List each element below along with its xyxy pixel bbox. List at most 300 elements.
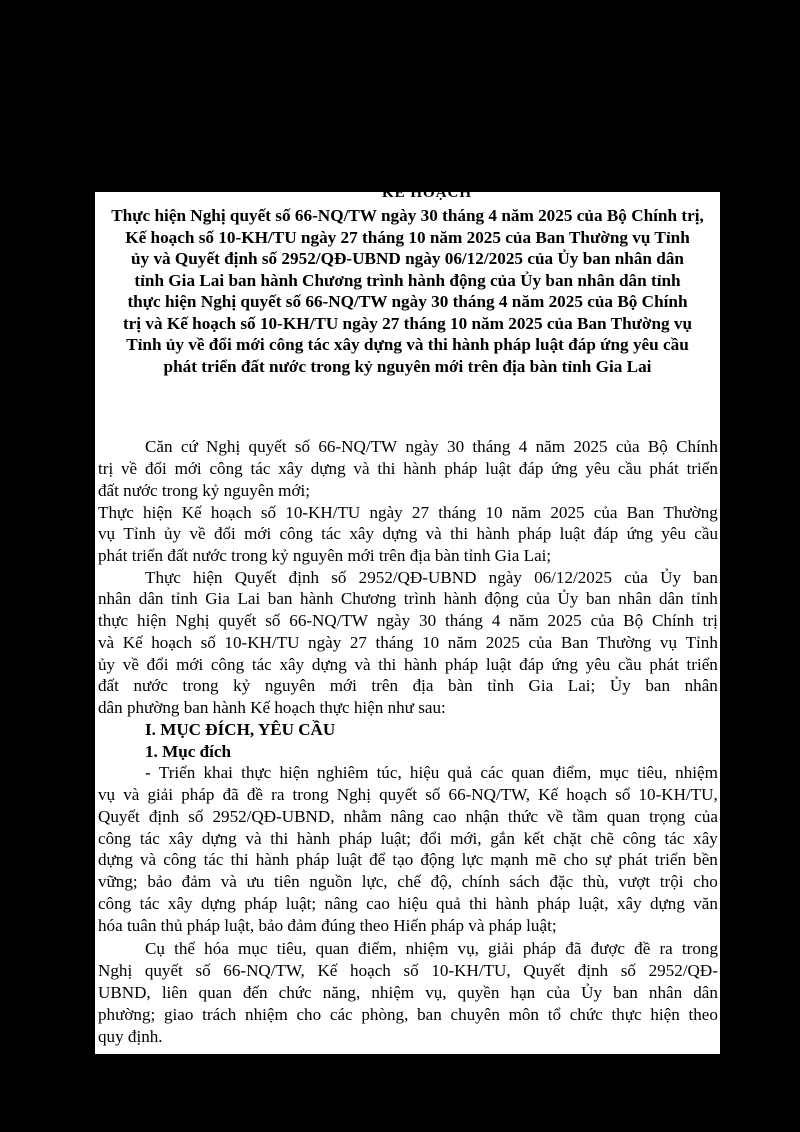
- word: môn: [508, 1005, 539, 1024]
- word: ngày: [376, 611, 411, 630]
- word: năm: [535, 437, 566, 456]
- word: đổi: [213, 524, 236, 543]
- word: mới: [329, 676, 357, 695]
- word: thể: [174, 939, 195, 958]
- word: đất: [98, 676, 119, 695]
- word: số: [195, 961, 211, 980]
- word: 2952/QĐ-: [648, 961, 718, 980]
- word: đổi: [146, 655, 169, 674]
- word: cho: [693, 872, 718, 891]
- word: hiện: [650, 1005, 680, 1024]
- word: tỉnh: [171, 589, 198, 608]
- word: nguồn: [309, 872, 353, 891]
- word: 10-KH/TU,: [638, 785, 718, 804]
- word: hành: [495, 894, 529, 913]
- word: tầm: [572, 807, 598, 826]
- word: ngày: [488, 568, 522, 587]
- word: pháp: [444, 655, 479, 674]
- word: thực: [98, 611, 129, 630]
- word: phòng,: [361, 1005, 409, 1024]
- word: tháng: [444, 611, 483, 630]
- word: giao: [163, 1005, 194, 1024]
- word: dựng: [200, 894, 236, 913]
- word: kết: [523, 829, 545, 848]
- word: Ủy: [609, 676, 631, 695]
- word: quyết: [218, 611, 257, 630]
- word: Ban: [560, 633, 589, 652]
- word: ứng: [626, 524, 653, 543]
- word: và: [98, 633, 115, 652]
- word: Ủy: [557, 589, 579, 608]
- word: hành: [255, 850, 289, 869]
- word: cầu: [617, 655, 642, 674]
- word: của: [590, 611, 615, 630]
- word: mới,: [450, 829, 482, 848]
- word: ban: [585, 589, 611, 608]
- word: hành: [296, 829, 331, 848]
- word: nhân: [618, 589, 652, 608]
- word: Gia: [528, 676, 554, 695]
- word: quyết: [248, 437, 287, 456]
- word: trình: [403, 589, 437, 608]
- word: nhận: [465, 807, 499, 826]
- word: luật: [559, 524, 586, 543]
- word: Quyết: [523, 961, 566, 980]
- word: điểm,: [358, 939, 397, 958]
- word: pháp: [296, 850, 330, 869]
- word: hành: [300, 589, 334, 608]
- word: đáp: [518, 459, 544, 478]
- word: dựng: [311, 655, 347, 674]
- document-page: [95, 185, 720, 1054]
- word: trị: [702, 611, 718, 630]
- word: nhiệm: [371, 983, 415, 1002]
- word: ban: [267, 589, 293, 608]
- word: tạo: [392, 850, 414, 869]
- word: 2025: [485, 633, 520, 652]
- word: ban: [417, 1005, 442, 1024]
- word: thực: [241, 763, 272, 782]
- word: gắn: [490, 829, 515, 848]
- word: hiện: [279, 763, 309, 782]
- word: chế: [397, 872, 421, 891]
- word: thi: [377, 459, 396, 478]
- word: mục: [599, 763, 629, 782]
- word: ủy: [164, 524, 182, 543]
- word: ra: [659, 939, 673, 958]
- section-heading: I. MỤC ĐÍCH, YÊU CẦU: [145, 720, 336, 739]
- title-line: Tỉnh ủy về đổi mới công tác xây dựng và thi hành pháp luật đáp ứng yêu cầu: [126, 335, 689, 354]
- word: ứng: [551, 655, 578, 674]
- word: luật;: [380, 829, 412, 848]
- body-line: [98, 938, 718, 959]
- word: độ,: [430, 872, 452, 891]
- word: đáp: [519, 655, 544, 674]
- word: 10-KH/TU: [224, 633, 300, 652]
- word: Nghị: [206, 437, 241, 456]
- word: hành: [443, 589, 477, 608]
- word: trị: [98, 459, 114, 478]
- word: dân: [138, 589, 164, 608]
- word: các: [480, 763, 504, 782]
- word: Kế: [181, 503, 202, 522]
- word: ứng: [551, 459, 578, 478]
- word: hóa: [204, 939, 229, 958]
- word: xây: [278, 459, 303, 478]
- word: ngày: [308, 633, 342, 652]
- word: luật: [485, 655, 512, 674]
- word: hoạch: [210, 503, 252, 522]
- word: liên: [161, 983, 188, 1002]
- word: pháp: [244, 894, 278, 913]
- word: chính: [461, 872, 500, 891]
- word: chẽ: [590, 829, 614, 848]
- word: 2025: [573, 437, 608, 456]
- word: mục: [238, 939, 268, 958]
- word: hạn: [510, 983, 536, 1002]
- word: 30: [419, 611, 437, 630]
- word: ưu: [246, 872, 265, 891]
- word: năm: [447, 633, 478, 652]
- body-line: hóa tuân thủ pháp luật, bảo đảm đúng theo Hiến pháp và pháp luật;: [98, 916, 557, 935]
- word: công: [279, 524, 313, 543]
- word: đề: [634, 939, 651, 958]
- word: 10-KH/TU,: [431, 961, 511, 980]
- word: 2025: [550, 503, 585, 522]
- word: động: [484, 589, 519, 608]
- word: cứ: [180, 437, 198, 456]
- word: Kế: [122, 633, 143, 652]
- body-line: dân phường ban hành Kế hoạch thực hiện như sau:: [98, 698, 446, 717]
- word: số: [425, 785, 441, 804]
- word: quyết: [144, 961, 183, 980]
- word: của: [624, 568, 648, 587]
- word: công: [163, 850, 197, 869]
- word: hoạch: [350, 961, 391, 980]
- word: công: [98, 829, 132, 848]
- word: hành: [476, 524, 510, 543]
- word: phát: [649, 655, 679, 674]
- word: trên: [371, 676, 398, 695]
- body-line: [98, 588, 718, 609]
- word: luật,: [578, 894, 609, 913]
- cut-off-heading: [357, 185, 497, 201]
- word: thi: [378, 655, 397, 674]
- word: hiện: [193, 568, 223, 587]
- word: tỉnh: [487, 676, 514, 695]
- word: tác: [664, 829, 685, 848]
- word: các: [329, 1005, 353, 1024]
- word: số: [265, 611, 281, 630]
- word: mới: [174, 459, 202, 478]
- word: dựng: [201, 829, 237, 848]
- word: hiệu: [398, 894, 428, 913]
- word: ngày: [405, 437, 439, 456]
- word: ban: [693, 568, 718, 587]
- word: đã: [565, 939, 582, 958]
- word: định: [577, 961, 609, 980]
- word: luật;: [285, 894, 317, 913]
- word: quan: [606, 807, 641, 826]
- word: 4: [491, 611, 501, 630]
- word: của: [694, 807, 718, 826]
- word: số: [188, 807, 204, 826]
- word: tác: [139, 829, 160, 848]
- word: trách: [202, 1005, 237, 1024]
- word: xây: [168, 829, 194, 848]
- word: quan: [198, 983, 232, 1002]
- word: 06/12/2025: [534, 568, 612, 587]
- word: cao: [432, 807, 457, 826]
- cut-off-heading-text: KẾ HOẠCH: [381, 185, 473, 201]
- word: về: [189, 524, 206, 543]
- word: nhiệm: [675, 763, 718, 782]
- word: nhân: [648, 983, 683, 1002]
- word: Nghị: [175, 611, 210, 630]
- word: vụ,: [457, 939, 479, 958]
- word: Cụ: [145, 939, 165, 958]
- word: 66-NQ/TW: [289, 611, 369, 630]
- word: của: [526, 589, 550, 608]
- word: tiên: [274, 872, 300, 891]
- word: đã: [222, 785, 239, 804]
- word: và: [123, 785, 140, 804]
- word: pháp: [522, 939, 557, 958]
- word: triển: [654, 850, 687, 869]
- word: và: [140, 850, 157, 869]
- word: nước: [133, 676, 168, 695]
- word: và: [220, 872, 237, 891]
- body-line: [98, 960, 718, 981]
- word: mạnh: [490, 850, 529, 869]
- word: điểm,: [552, 763, 592, 782]
- word: quyết: [379, 785, 418, 804]
- word: vụ: [659, 633, 678, 652]
- body-line: [98, 458, 718, 479]
- word: Chính: [651, 611, 694, 630]
- word: luật: [336, 850, 363, 869]
- word: triển: [686, 459, 718, 478]
- word: trong: [681, 939, 718, 958]
- word: để: [369, 850, 386, 869]
- word: quả: [447, 763, 473, 782]
- word: hành: [403, 459, 437, 478]
- word: thực: [611, 1005, 642, 1024]
- word: tác: [203, 850, 224, 869]
- body-line: [98, 871, 718, 892]
- word: đổi: [419, 829, 442, 848]
- body-line: quy định.: [98, 1027, 163, 1046]
- word: đến: [242, 983, 268, 1002]
- word: tháng: [375, 633, 414, 652]
- body-line: [98, 675, 718, 696]
- word: Kế: [538, 785, 559, 804]
- word: hiệu: [409, 763, 440, 782]
- word: -: [145, 763, 151, 782]
- word: xây: [167, 894, 193, 913]
- word: động: [420, 850, 455, 869]
- body-line: [98, 654, 718, 675]
- word: của: [593, 503, 618, 522]
- word: tác: [139, 894, 160, 913]
- word: số: [331, 568, 347, 587]
- word: quan: [315, 939, 349, 958]
- document-title: [99, 205, 716, 377]
- word: 2025: [547, 611, 582, 630]
- word: Lai: [237, 589, 261, 608]
- word: vụ,: [425, 983, 447, 1002]
- word: cầu: [617, 459, 642, 478]
- word: phát: [649, 459, 679, 478]
- word: đổi: [144, 459, 167, 478]
- word: trọng: [649, 807, 686, 826]
- word: của: [615, 437, 640, 456]
- word: theo: [688, 1005, 718, 1024]
- word: hiện: [143, 503, 173, 522]
- word: số: [615, 785, 631, 804]
- word: nâng: [324, 894, 358, 913]
- title-line: Thực hiện Nghị quyết số 66-NQ/TW ngày 30 tháng 4 năm 2025 của Bộ Chính trị,: [111, 206, 704, 225]
- word: hoạch: [566, 785, 608, 804]
- word: và: [353, 459, 370, 478]
- word: 2952/QĐ-UBND: [358, 568, 477, 587]
- body-line: [98, 1004, 718, 1025]
- title-line: tỉnh Gia Lai ban hành Chương trình hành động của Ủy ban nhân dân tỉnh: [134, 270, 681, 290]
- body-line: [98, 828, 718, 849]
- word: công: [210, 655, 245, 674]
- word: tiêu,: [637, 763, 667, 782]
- word: số: [260, 503, 277, 522]
- word: tháng: [438, 503, 477, 522]
- word: 27: [411, 503, 430, 522]
- word: Triển: [158, 763, 196, 782]
- word: 66-NQ/TW: [318, 437, 398, 456]
- word: dựng: [310, 459, 346, 478]
- word: túc,: [376, 763, 402, 782]
- word: 30: [447, 437, 465, 456]
- word: Chính: [676, 437, 718, 456]
- word: bền: [693, 850, 718, 869]
- word: nhân: [684, 676, 718, 695]
- word: kỷ: [233, 676, 251, 695]
- word: tác: [251, 655, 272, 674]
- word: tiêu,: [276, 939, 307, 958]
- word: Thường: [596, 633, 652, 652]
- word: Thường: [663, 503, 718, 522]
- word: 66-NQ/TW,: [448, 785, 531, 804]
- word: vững;: [98, 872, 138, 891]
- word: nguyên: [264, 676, 316, 695]
- word: Nghị: [336, 785, 371, 804]
- word: dân: [693, 983, 718, 1002]
- word: dựng: [649, 894, 685, 913]
- word: trong: [182, 676, 219, 695]
- word: hiện: [137, 611, 167, 630]
- body-line: [98, 436, 718, 457]
- word: pháp: [181, 785, 215, 804]
- word: Tỉnh: [685, 633, 718, 652]
- word: thi: [230, 850, 249, 869]
- word: chặt: [553, 829, 582, 848]
- title-line: trị và Kế hoạch số 10-KH/TU ngày 27 tháng 10 năm 2025 của Ban Thường vụ: [122, 313, 693, 333]
- word: Gia: [205, 589, 230, 608]
- word: văn: [693, 894, 718, 913]
- body-line: [98, 982, 718, 1003]
- word: nhân: [98, 589, 132, 608]
- word: pháp: [444, 459, 478, 478]
- word: định: [288, 568, 320, 587]
- word: 66-NQ/TW,: [223, 961, 305, 980]
- word: xây: [279, 655, 305, 674]
- word: mới: [176, 655, 204, 674]
- word: nghiêm: [317, 763, 369, 782]
- word: dựng: [382, 524, 418, 543]
- word: giải: [488, 939, 514, 958]
- word: triển: [686, 655, 718, 674]
- word: Lai;: [567, 676, 596, 695]
- word: của: [546, 983, 571, 1002]
- word: ngày: [369, 503, 403, 522]
- word: khai: [203, 763, 233, 782]
- word: số: [403, 961, 419, 980]
- word: công: [209, 459, 243, 478]
- body-line: [98, 610, 718, 631]
- word: Quyết: [234, 568, 277, 587]
- word: hoạch: [151, 633, 193, 652]
- word: công: [622, 829, 656, 848]
- word: Chương: [340, 589, 397, 608]
- word: thù,: [582, 872, 609, 891]
- word: giải: [147, 785, 174, 804]
- word: đặc: [549, 872, 574, 891]
- word: năng,: [322, 983, 361, 1002]
- body-line: đất nước trong kỷ nguyên mới;: [98, 481, 311, 500]
- word: Nghị: [98, 961, 133, 980]
- word: quả: [436, 894, 461, 913]
- word: Căn: [145, 437, 173, 456]
- word: mới: [244, 524, 272, 543]
- word: nhiệm: [405, 939, 449, 958]
- word: Bộ: [647, 437, 668, 456]
- word: và: [245, 829, 262, 848]
- word: thức: [507, 807, 538, 826]
- word: đề: [246, 785, 264, 804]
- word: Tỉnh: [123, 524, 156, 543]
- word: tác: [321, 524, 342, 543]
- body-line: [98, 567, 718, 588]
- body-line: [98, 806, 718, 827]
- word: ban: [613, 983, 638, 1002]
- word: sách: [509, 872, 540, 891]
- word: cầu: [694, 524, 718, 543]
- word: UBND,: [98, 983, 151, 1002]
- title-line: thực hiện Nghị quyết số 66-NQ/TW ngày 30 tháng 4 năm 2025 của Bộ Chính: [127, 292, 688, 311]
- word: 10-KH/TU: [285, 503, 361, 522]
- word: mẽ: [535, 850, 557, 869]
- word: tổ: [547, 1005, 561, 1024]
- word: cho: [563, 850, 589, 869]
- word: ban: [645, 676, 671, 695]
- word: của: [528, 633, 553, 652]
- word: xây: [616, 894, 642, 913]
- word: yêu: [661, 524, 686, 543]
- word: định: [148, 807, 180, 826]
- word: sự: [595, 850, 612, 869]
- word: 2952/QĐ-UBND,: [212, 807, 335, 826]
- word: nhiệm: [245, 1005, 288, 1024]
- word: Thực: [98, 503, 134, 522]
- word: Bộ: [623, 611, 644, 630]
